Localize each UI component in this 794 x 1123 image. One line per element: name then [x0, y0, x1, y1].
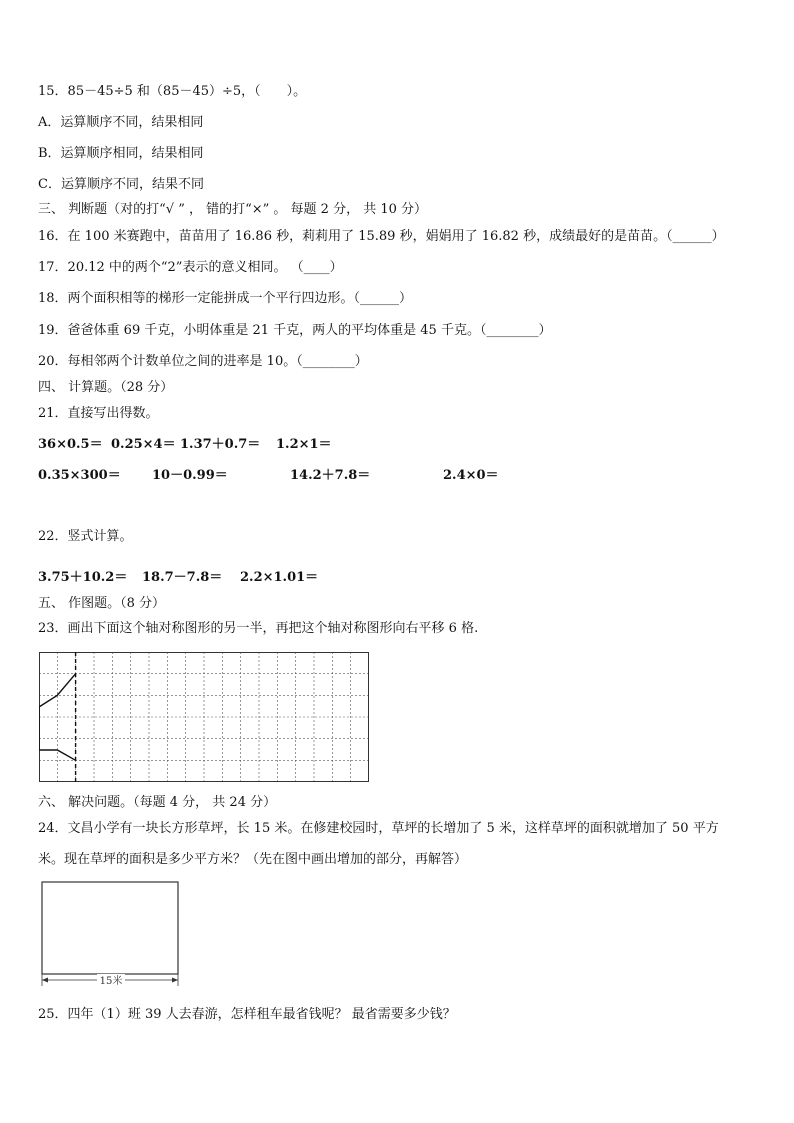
q15-option-a: A．运算顺序不同，结果相同 — [38, 115, 204, 130]
q18: 18．两个面积相等的梯形一定能拼成一个平行四边形。（______） — [38, 291, 413, 306]
q24-lawn-figure — [39, 880, 181, 990]
q21-item: 1.2×1＝ — [276, 437, 332, 452]
lawn-rectangle — [39, 880, 181, 990]
q22-item: 18.7－7.8＝ — [142, 570, 223, 585]
section-5-heading: 五、 作图题。（8 分） — [38, 596, 166, 611]
q21-item: 1.37＋0.7＝ — [180, 437, 261, 452]
q25: 25．四年（1）班 39 人去春游，怎样租车最省钱呢？ 最省需要多少钱？ — [38, 1007, 456, 1022]
q21-item: 10－0.99＝ — [152, 468, 228, 483]
q15-option-b: B．运算顺序相同，结果相同 — [38, 146, 204, 161]
section-6-heading: 六、 解决问题。（每题 4 分， 共 24 分） — [38, 795, 277, 810]
q17: 17．20.12 中的两个“2”表示的意义相同。 （____） — [38, 260, 343, 275]
section-4-heading: 四、 计算题。（28 分） — [38, 380, 174, 395]
q16: 16．在 100 米赛跑中，苗苗用了 16.86 秒，莉莉用了 15.89 秒，娟娟用了 16.82 秒，成绩最好的是苗苗。（______） — [38, 229, 725, 244]
q20: 20．每相邻两个计数单位之间的进率是 10。（________） — [38, 354, 368, 369]
q19: 19．爸爸体重 69 千克，小明体重是 21 千克，两人的平均体重是 45 千克。（________） — [38, 323, 552, 338]
q21-item: 2.4×0＝ — [443, 468, 499, 483]
q21-item: 0.35×300＝ — [38, 468, 121, 483]
q15-option-c: C．运算顺序不同，结果不同 — [38, 177, 204, 192]
q21-item: 14.2＋7.8＝ — [290, 468, 371, 483]
q22-item: 3.75＋10.2＝ — [38, 570, 128, 585]
q22-item: 2.2×1.01＝ — [240, 570, 319, 585]
q21-stem: 21．直接写出得数。 — [38, 406, 159, 421]
lawn-outline — [42, 882, 178, 974]
symmetry-grid — [39, 652, 369, 782]
grid-lines — [39, 652, 369, 782]
section-3-heading: 三、 判断题（对的打“√ ” ， 错的打“×” 。 每题 2 分， 共 10 分） — [38, 202, 428, 217]
dimension-label: 15米 — [99, 976, 123, 987]
q21-item: 0.25×4＝ — [111, 437, 176, 452]
q23-grid-figure — [39, 652, 369, 782]
q22-stem: 22．竖式计算。 — [38, 529, 133, 544]
q24-line2: 米。现在草坪的面积是多少平方米？（先在图中画出增加的部分，再解答） — [38, 852, 468, 867]
q21-item: 36×0.5＝ — [38, 437, 103, 452]
q24-line1: 24．文昌小学有一块长方形草坪，长 15 米。在修建校园时，草坪的长增加了 5 米，这样草坪的面积就增加了 50 平方 — [38, 821, 719, 836]
q15-stem: 15．85－45÷5 和（85－45）÷5，（ ）。 — [38, 84, 307, 99]
q23: 23．画出下面这个轴对称图形的另一半，再把这个轴对称图形向右平移 6 格. — [38, 621, 479, 636]
